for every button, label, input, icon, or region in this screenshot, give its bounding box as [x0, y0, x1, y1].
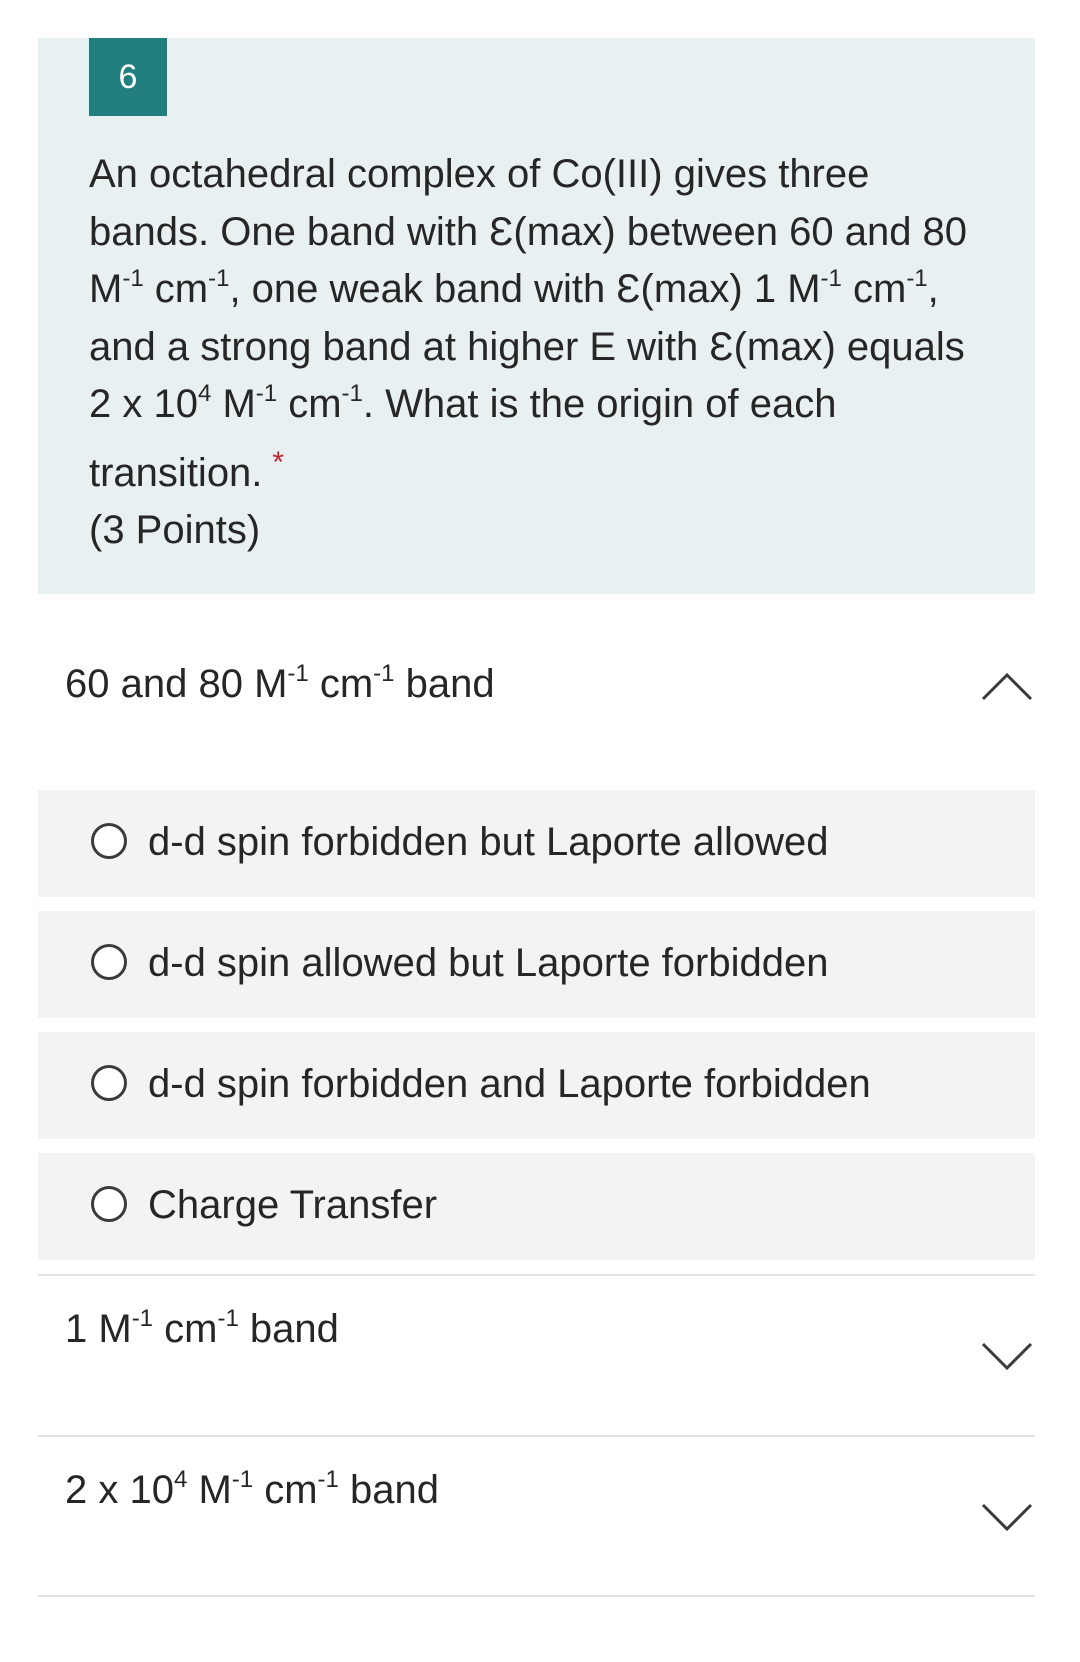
section-title	[65, 1304, 339, 1354]
section-header-60-80-band[interactable]	[38, 641, 1035, 741]
section-title	[65, 659, 495, 709]
question-text-part: cm	[841, 267, 907, 311]
section-title-part: cm	[153, 1307, 218, 1351]
required-marker: *	[272, 445, 285, 479]
option-spin-forbidden-laporte-allowed[interactable]	[38, 790, 1035, 897]
section-title-part: 1 M	[65, 1307, 132, 1351]
option-label: d-d spin forbidden but Laporte allowed	[148, 820, 829, 864]
question-text-part: , and a strong band at higher E with Ɛ(max) equals 2 x 10	[89, 267, 965, 426]
radio-button[interactable]	[91, 1186, 127, 1222]
superscript: 4	[173, 1466, 188, 1493]
section-title-part: band	[394, 662, 495, 706]
superscript: -1	[231, 1466, 254, 1493]
section-title	[65, 1465, 439, 1515]
question-text-part: M	[211, 382, 256, 426]
section-header-2x10-4-band[interactable]	[38, 1447, 1035, 1547]
radio-button[interactable]	[91, 823, 127, 859]
radio-button[interactable]	[91, 1065, 127, 1101]
divider	[38, 1274, 1035, 1276]
question-text-part: cm	[143, 267, 209, 311]
superscript: -1	[906, 265, 928, 292]
option-label: d-d spin allowed but Laporte forbidden	[148, 941, 829, 985]
chevron-up-icon[interactable]	[979, 667, 1035, 707]
option-charge-transfer[interactable]	[38, 1153, 1035, 1260]
question-number-badge: 6	[89, 38, 167, 116]
superscript: -1	[820, 265, 842, 292]
superscript: -1	[208, 265, 230, 292]
divider	[38, 1595, 1035, 1597]
radio-button[interactable]	[91, 944, 127, 980]
section-title-part: 2 x 10	[65, 1468, 174, 1512]
option-spin-allowed-laporte-forbidden[interactable]	[38, 911, 1035, 1018]
superscript: -1	[217, 1305, 239, 1332]
divider	[38, 1435, 1035, 1437]
question-text-part: An octahedral complex of Co(III) gives three bands. One band with Ɛ(max) between 60 and 80 M	[89, 152, 968, 311]
question-text-part: cm	[277, 382, 342, 426]
section-title-part: cm	[308, 662, 374, 706]
chevron-down-icon[interactable]	[979, 1336, 1035, 1376]
superscript: -1	[122, 265, 144, 292]
superscript: -1	[341, 380, 363, 407]
section-title-part: cm	[253, 1468, 318, 1512]
question-card	[38, 38, 1035, 594]
question-text	[89, 146, 989, 560]
superscript: -1	[317, 1466, 339, 1493]
question-points: (3 Points)	[89, 508, 261, 552]
section-title-part: band	[338, 1468, 439, 1512]
section-title-part: band	[238, 1307, 339, 1351]
section-title-part: 60 and 80 M	[65, 662, 288, 706]
question-text-part: , one weak band with Ɛ(max) 1 M	[229, 267, 821, 311]
option-label: Charge Transfer	[148, 1183, 438, 1227]
superscript: -1	[287, 660, 309, 687]
superscript: -1	[373, 660, 395, 687]
chevron-down-icon[interactable]	[979, 1497, 1035, 1537]
question-text-part: . What is the origin of each transition.	[89, 382, 837, 495]
superscript: 4	[197, 380, 212, 407]
option-label: d-d spin forbidden and Laporte forbidden	[148, 1062, 871, 1106]
superscript: -1	[255, 380, 278, 407]
superscript: -1	[131, 1305, 154, 1332]
option-spin-forbidden-laporte-forbidden[interactable]	[38, 1032, 1035, 1139]
section-title-part: M	[187, 1468, 232, 1512]
section-header-1-band[interactable]	[38, 1286, 1035, 1386]
